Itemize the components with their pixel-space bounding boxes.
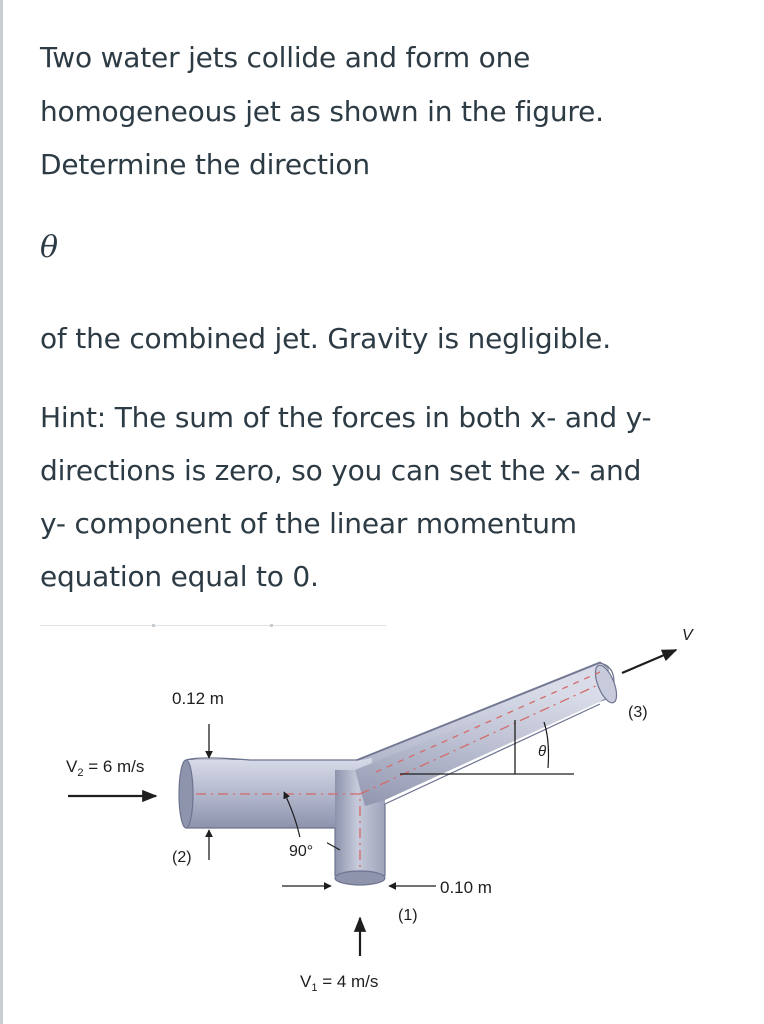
theta-label: θ [538, 743, 547, 760]
question-line-1: Two water jets collide and form one [40, 41, 531, 74]
v-out-arrow [622, 650, 676, 673]
diameter2-label: 0.12 m [172, 689, 224, 708]
hint-line-2: directions is zero, so you can set the x- and [40, 454, 642, 487]
theta-symbol: θ [40, 230, 59, 265]
pipe3-label: (3) [628, 704, 648, 721]
hint-line-1: Hint: The sum of the forces in both x- and y- [40, 401, 652, 434]
jet-collision-figure [0, 600, 764, 1024]
diameter1-label: 0.10 m [440, 878, 492, 897]
question-line-2: homogeneous jet as shown in the figure. [40, 95, 604, 128]
hint-line-3: y- component of the linear momentum [40, 507, 577, 540]
question-line-3: Determine the direction [40, 148, 370, 181]
hint-line-4: equation equal to 0. [40, 560, 319, 593]
question-line-4: of the combined jet. Gravity is negligible. [40, 322, 611, 355]
v-out-label: V [682, 627, 693, 644]
pipe2-label: (2) [172, 849, 192, 866]
angle-90-label: 90° [289, 843, 314, 860]
v1-label: $V_1 = 4$ m/s [300, 972, 379, 994]
pipe1-label: (1) [398, 907, 418, 924]
v2-label: $V_2 = 6$ m/s [66, 757, 145, 779]
